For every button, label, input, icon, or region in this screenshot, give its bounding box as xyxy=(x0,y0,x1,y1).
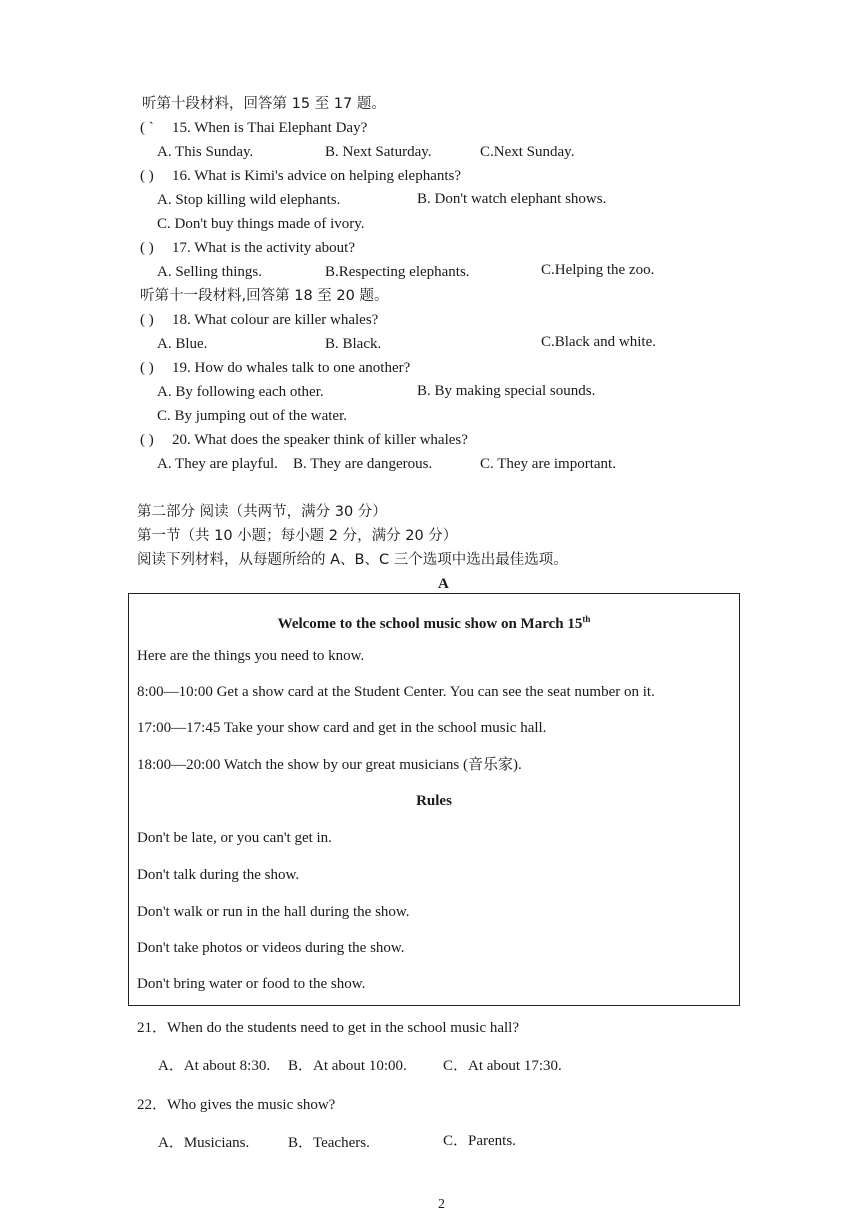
reading-part-title: 第二部分 阅读（共两节，满分 30 分） xyxy=(137,504,387,520)
q21-option-c: C．At about 17:30. xyxy=(443,1058,562,1074)
schedule-item: 8:00—10:00 Get a show card at the Student Center. You can see the seat number on it. xyxy=(137,684,655,700)
q16-paren: ( ) xyxy=(140,168,154,184)
reading-section-title: 第一节（共 10 小题；每小题 2 分，满分 20 分） xyxy=(137,528,458,544)
q16-option-a: A. Stop killing wild elephants. xyxy=(157,192,341,208)
q22-stem: 22．Who gives the music show? xyxy=(137,1097,336,1113)
q21-stem: 21．When do the students need to get in the school music hall? xyxy=(137,1020,520,1036)
q19-stem: 19. How do whales talk to one another? xyxy=(172,360,411,376)
notice-box xyxy=(128,593,740,1006)
q19-paren: ( ) xyxy=(140,360,154,376)
q21-option-a: A．At about 8:30. xyxy=(158,1058,271,1074)
q22-option-c: C．Parents. xyxy=(443,1133,516,1149)
q17-stem: 17. What is the activity about? xyxy=(172,240,356,256)
q15-stem: 15. When is Thai Elephant Day? xyxy=(172,120,368,136)
q20-option-b: B. They are dangerous. xyxy=(293,456,433,472)
q15-option-a: A. This Sunday. xyxy=(157,144,254,160)
schedule-item: 17:00—17:45 Take your show card and get in the school music hall. xyxy=(137,720,547,736)
q22-option-b: B．Teachers. xyxy=(288,1135,370,1151)
q15-paren: ( ` xyxy=(140,120,154,136)
reading-instruction: 阅读下列材料，从每题所给的 A、B、C 三个选项中选出最佳选项。 xyxy=(137,552,568,568)
rule-item: Don't talk during the show. xyxy=(137,867,300,883)
section11-intro: 听第十一段材料,回答第 18 至 20 题。 xyxy=(140,288,389,304)
notice-intro: Here are the things you need to know. xyxy=(137,648,365,664)
notice-title: Welcome to the school music show on March 15th xyxy=(277,614,591,632)
q17-option-a: A. Selling things. xyxy=(157,264,263,280)
rule-item: Don't walk or run in the hall during the show. xyxy=(137,904,410,920)
q17-option-c: C.Helping the zoo. xyxy=(541,262,655,278)
q16-stem: 16. What is Kimi's advice on helping elephants? xyxy=(172,168,462,184)
q21-option-b: B．At about 10:00. xyxy=(288,1058,407,1074)
q20-option-a: A. They are playful. xyxy=(157,456,278,472)
q20-option-c: C. They are important. xyxy=(480,456,616,472)
rule-item: Don't take photos or videos during the show. xyxy=(137,940,405,956)
q18-option-c: C.Black and white. xyxy=(541,334,656,350)
q19-option-a: A. By following each other. xyxy=(157,384,324,400)
q22-option-a: A．Musicians. xyxy=(158,1135,250,1151)
schedule-item: 18:00—20:00 Watch the show by our great musicians (音乐家). xyxy=(137,757,522,773)
page-number: 2 xyxy=(438,1197,445,1212)
q17-paren: ( ) xyxy=(140,240,154,256)
rule-item: Don't be late, or you can't get in. xyxy=(137,830,332,846)
q17-option-b: B.Respecting elephants. xyxy=(325,264,470,280)
q16-option-b: B. Don't watch elephant shows. xyxy=(417,191,607,207)
passage-letter: A xyxy=(438,576,449,592)
q19-option-b: B. By making special sounds. xyxy=(417,383,596,399)
q16-option-c: C. Don't buy things made of ivory. xyxy=(157,216,365,232)
q18-stem: 18. What colour are killer whales? xyxy=(172,312,379,328)
q15-option-b: B. Next Saturday. xyxy=(325,144,432,160)
q18-paren: ( ) xyxy=(140,312,154,328)
q20-paren: ( ) xyxy=(140,432,154,448)
q20-stem: 20. What does the speaker think of killer whales? xyxy=(172,432,468,448)
q19-option-c: C. By jumping out of the water. xyxy=(157,408,347,424)
section10-intro: 听第十段材料，回答第 15 至 17 题。 xyxy=(142,96,386,112)
q18-option-a: A. Blue. xyxy=(157,336,208,352)
q15-option-c: C.Next Sunday. xyxy=(480,144,575,160)
rules-title: Rules xyxy=(416,793,452,809)
q18-option-b: B. Black. xyxy=(325,336,382,352)
rule-item: Don't bring water or food to the show. xyxy=(137,976,366,992)
